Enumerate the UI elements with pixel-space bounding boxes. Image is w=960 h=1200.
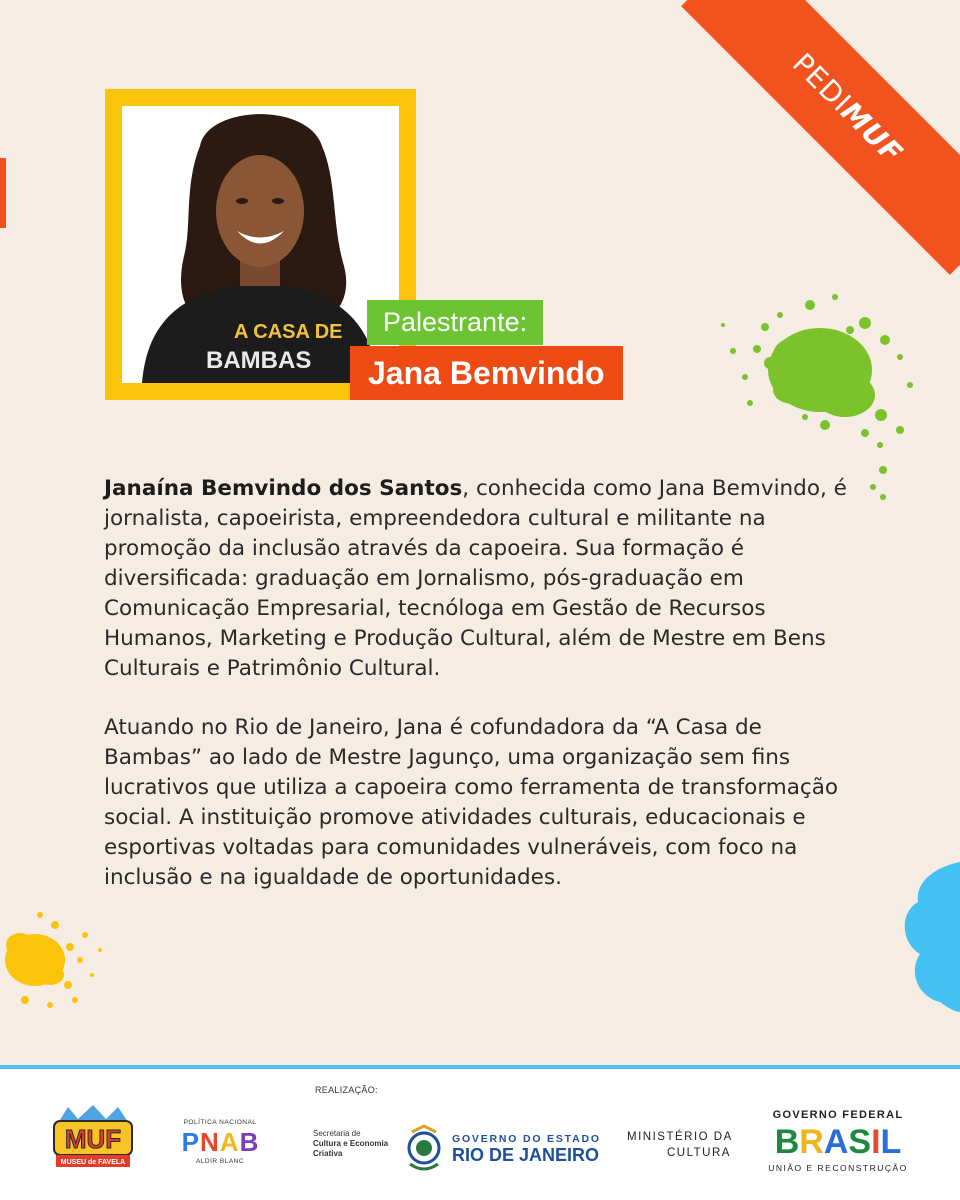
ribbon-prefix: PEDI [786,46,859,119]
bio-paragraph-2: Atuando no Rio de Janeiro, Jana é cofundadora da “A Casa de Bambas” ao lado de Mestre Jagunço, uma organização sem fins lucrativos que utiliza a capoeira como ferramenta de transformação social. A instituição promove atividades culturais, educacionais e esportivas voltadas para comunidades vulneráveis, com foco na inclusão e na igualdade de oportunidades. [104,715,839,890]
brasil-letter-a: A [823,1123,849,1161]
gov-rj-line-1: GOVERNO DO ESTADO [452,1133,601,1145]
blue-shape [900,862,960,1012]
secretaria-line-2: Cultura e Economia [313,1139,389,1148]
bio-paragraph-1 [104,474,864,684]
gov-federal-bottom: UNIÃO E RECONSTRUÇÃO [768,1163,908,1173]
brasil-letter-s: S [848,1123,872,1161]
muf-logo-subtitle: MUSEU de FAVELA [60,1159,126,1166]
speaker-name: Jana Bemvindo [350,346,623,400]
pnab-letter-a: A [219,1127,239,1157]
secretaria-line-3: Criativa [313,1149,343,1158]
realizacao-label: REALIZAÇÃO: [315,1085,378,1095]
yellow-paint-splash [0,905,120,1025]
speaker-bio [104,474,864,922]
ministerio-cultura-logo [627,1129,747,1161]
sponsor-footer [0,1065,960,1200]
muf-logo [48,1103,138,1175]
brasil-letter-r: R [799,1123,824,1161]
left-edge-accent [0,158,6,228]
pnab-logo [170,1119,270,1165]
pnab-top-text: POLÍTICA NACIONAL [183,1119,257,1126]
minc-line-1: MINISTÉRIO DA [627,1131,733,1143]
gov-rj-line-2: RIO DE JANEIRO [452,1145,600,1165]
secretaria-line-1: Secretaria de [313,1129,361,1138]
brasil-letter-i: I [871,1123,881,1161]
ribbon-suffix: MUF [834,94,910,170]
pnab-letter-p: P [181,1127,199,1157]
pnab-letter-n: N [200,1127,219,1157]
rj-coat-of-arms-icon [404,1124,444,1174]
gov-federal-top: GOVERNO FEDERAL [772,1109,904,1121]
brasil-letter-b: B [774,1123,800,1161]
bio-paragraph-1-text: , conhecida como Jana Bemvindo, é jornalista, capoeirista, empreendedora cultural e militante na promoção da inclusão através da capoeira. Sua formação é diversificada: graduação em Jornalismo, pós-graduação em Comunicação Empresarial, tecnóloga em Gestão de Recursos Humanos, Marketing e Produção Cultural, além de Mestre em Bens Culturais e Patrimônio Cultural. [104,476,847,681]
shirt-text-2: BAMBAS [206,347,312,374]
shirt-text-1: A CASA DE [234,321,343,343]
brasil-letter-l: L [880,1123,902,1161]
green-paint-splash [705,285,925,505]
minc-line-2: CULTURA [667,1147,731,1159]
pnab-letter-b: B [239,1127,259,1157]
pnab-bottom-text: ALDIR BLANC [195,1158,245,1165]
secretaria-logo [313,1129,403,1159]
muf-logo-title: MUF [64,1124,122,1154]
governo-rj-logo [404,1121,604,1177]
speaker-photo [122,106,399,383]
speaker-label: Palestrante: [367,300,543,345]
bio-full-name: Janaína Bemvindo dos Santos [104,476,463,501]
pedimuf-ribbon [681,0,960,275]
governo-federal-logo [758,1109,918,1173]
